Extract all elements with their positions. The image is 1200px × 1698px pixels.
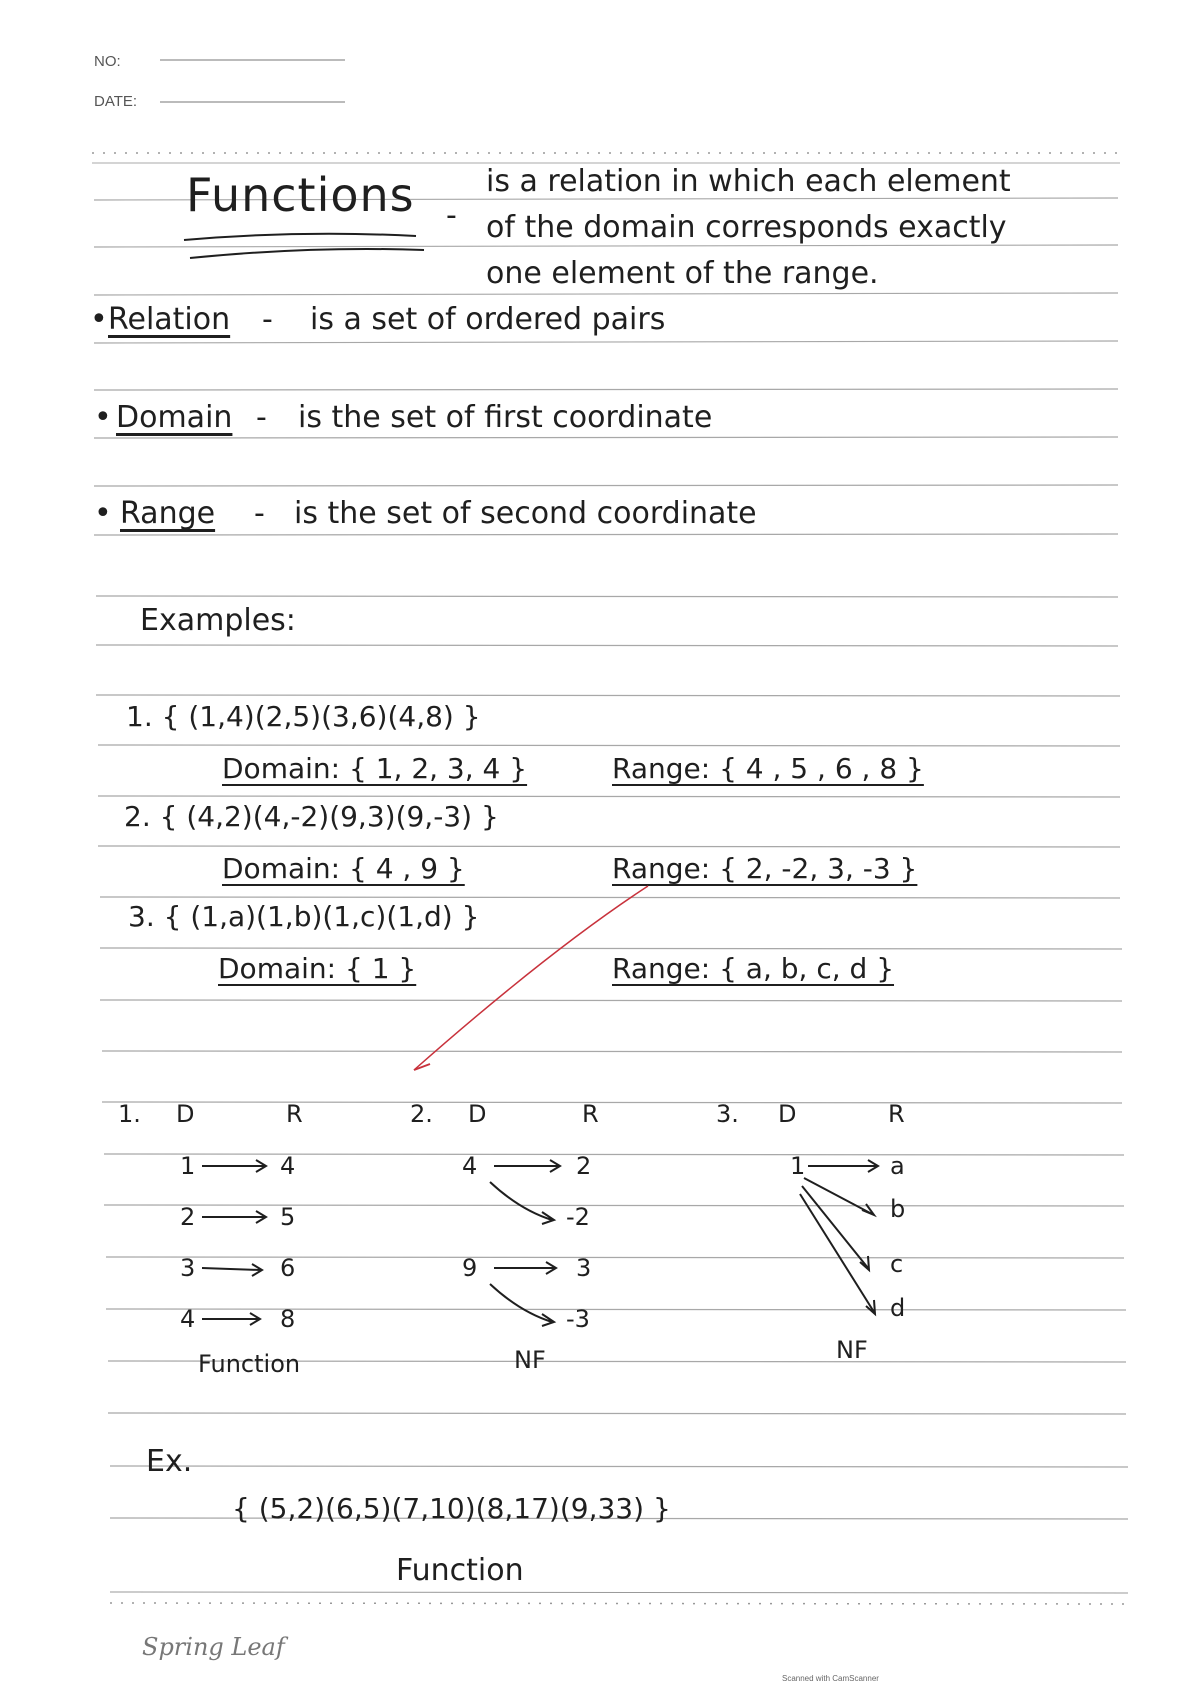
domain-value: 4 [180,1305,196,1333]
example-1-range: Range: { 4 , 5 , 6 , 8 } [612,752,924,785]
example-2-domain: Domain: { 4 , 9 } [222,852,465,885]
example-2-range: Range: { 2, -2, 3, -3 } [612,852,918,885]
domain-value: 1 [790,1152,806,1180]
domain-header: D [176,1100,195,1128]
example-3-domain: Domain: { 1 } [218,952,417,985]
red-pen-mark [400,880,660,1080]
range-value: 5 [280,1203,296,1231]
page-title: Functions [186,168,415,222]
range-value: 2 [576,1152,592,1180]
bullet: • [90,302,108,337]
range-value: c [890,1250,904,1278]
domain-value: 9 [462,1254,478,1282]
term-domain: Domain [116,400,233,435]
range-header: R [286,1100,303,1128]
mapping-verdict: Function [198,1350,301,1378]
definition-line-1: is a relation in which each element [486,164,1011,199]
domain-value: 2 [180,1203,196,1231]
title-dash: - [446,198,457,233]
example-3-range: Range: { a, b, c, d } [612,952,895,985]
term-relation: Relation [108,302,231,337]
definition-text: is the set of first coordinate [298,400,713,435]
range-value: d [890,1294,906,1322]
scanner-watermark: Scanned with CamScanner [782,1674,879,1683]
range-value: b [890,1195,906,1223]
mapping-verdict: NF [514,1346,546,1374]
range-value: -3 [566,1305,590,1333]
no-label: NO: [94,53,121,70]
definition-text: is the set of second coordinate [294,496,757,531]
definition-line-3: one element of the range. [486,256,879,291]
range-header: R [888,1100,905,1128]
range-value: 8 [280,1305,296,1333]
dash: - [262,302,273,337]
domain-header: D [778,1100,797,1128]
bullet: • [94,496,112,531]
mapping-arrows [198,1150,278,1330]
notebook-brand-logo: Spring Leaf [142,1633,285,1661]
example-1-set: 1. { (1,4)(2,5)(3,6)(4,8) } [126,700,481,733]
range-value: 4 [280,1152,296,1180]
range-value: a [890,1152,905,1180]
range-value: -2 [566,1203,590,1231]
mapping-number: 1. [118,1100,141,1128]
term-range: Range [120,496,216,531]
mapping-verdict: NF [836,1336,868,1364]
mapping-arrows [480,1150,580,1330]
definition-text: is a set of ordered pairs [310,302,666,337]
ex-verdict: Function [396,1553,524,1588]
ex-heading: Ex. [146,1444,193,1479]
bullet: • [94,400,112,435]
examples-heading: Examples: [140,603,296,638]
range-header: R [582,1100,599,1128]
example-1-domain: Domain: { 1, 2, 3, 4 } [222,752,528,785]
range-value: 3 [576,1254,592,1282]
domain-value: 4 [462,1152,478,1180]
dash: - [256,400,267,435]
mapping-arrows [796,1150,896,1330]
example-3-set: 3. { (1,a)(1,b)(1,c)(1,d) } [128,900,480,933]
ex-set: { (5,2)(6,5)(7,10)(8,17)(9,33) } [232,1492,671,1525]
date-label: DATE: [94,93,138,110]
domain-value: 1 [180,1152,196,1180]
domain-header: D [468,1100,487,1128]
range-value: 6 [280,1254,296,1282]
domain-value: 3 [180,1254,196,1282]
dash: - [254,496,265,531]
mapping-number: 2. [410,1100,433,1128]
definition-line-2: of the domain corresponds exactly [486,210,1007,245]
mapping-number: 3. [716,1100,739,1128]
title-underline [180,228,440,268]
example-2-set: 2. { (4,2)(4,-2)(9,3)(9,-3) } [124,800,499,833]
